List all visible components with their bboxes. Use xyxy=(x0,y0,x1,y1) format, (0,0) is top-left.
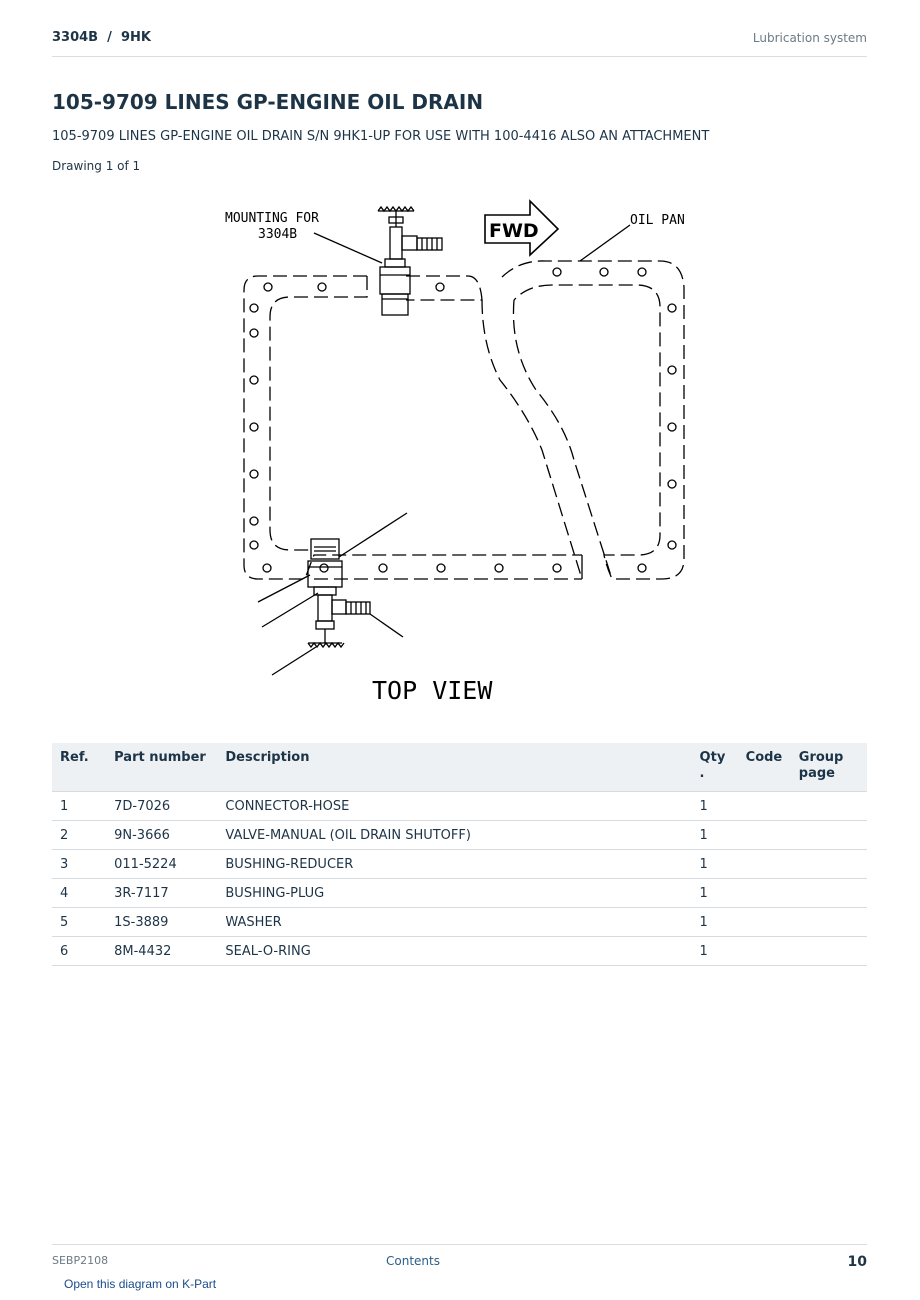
row-group-page xyxy=(791,879,867,908)
left-pan-flange xyxy=(270,276,367,550)
leader-4 xyxy=(370,614,403,637)
fwd-label: FWD xyxy=(489,220,539,242)
page-footer xyxy=(52,1244,867,1275)
model-serial: 3304B / 9HK xyxy=(52,30,151,45)
row-part-number: 9N-3666 xyxy=(106,821,217,850)
row-qty: 1 xyxy=(692,850,738,879)
col-ref: Ref. xyxy=(52,743,106,792)
mounting-label-line1: MOUNTING FOR xyxy=(225,211,319,226)
row-group-page xyxy=(791,937,867,966)
row-code xyxy=(738,821,791,850)
channel-curve-right xyxy=(513,300,612,579)
row-qty: 1 xyxy=(692,908,738,937)
row-description: WASHER xyxy=(217,908,691,937)
row-ref: 3 xyxy=(52,850,106,879)
leader-3 xyxy=(262,593,318,627)
contents-link[interactable]: Contents xyxy=(386,1254,440,1268)
table-row xyxy=(52,908,867,937)
top-valve-assembly xyxy=(378,207,442,315)
col-qty: Qty . xyxy=(692,743,738,792)
page-number: 10 xyxy=(847,1254,867,1270)
row-code xyxy=(738,792,791,821)
row-code xyxy=(738,850,791,879)
col-description: Description xyxy=(217,743,691,792)
col-code: Code xyxy=(738,743,791,792)
row-description: CONNECTOR-HOSE xyxy=(217,792,691,821)
row-description: BUSHING-REDUCER xyxy=(217,850,691,879)
table-row xyxy=(52,821,867,850)
leader-oil-pan xyxy=(580,225,630,261)
parts-table xyxy=(52,743,867,966)
right-pan-outline xyxy=(502,261,684,579)
leader-5 xyxy=(272,647,316,675)
table-row xyxy=(52,850,867,879)
row-qty: 1 xyxy=(692,821,738,850)
row-code xyxy=(738,879,791,908)
row-part-number: 7D-7026 xyxy=(106,792,217,821)
table-header-row xyxy=(52,743,867,792)
mounting-label-line2: 3304B xyxy=(258,227,298,242)
row-description: SEAL-O-RING xyxy=(217,937,691,966)
leader-mounting xyxy=(314,233,382,263)
view-label: TOP VIEW xyxy=(372,676,493,705)
row-ref: 5 xyxy=(52,908,106,937)
left-pan-outline xyxy=(244,276,582,579)
row-group-page xyxy=(791,908,867,937)
row-qty: 1 xyxy=(692,879,738,908)
col-group-page: Group page xyxy=(791,743,867,792)
leader-1 xyxy=(339,513,407,557)
row-part-number: 1S-3889 xyxy=(106,908,217,937)
leader-2 xyxy=(258,575,310,602)
row-part-number: 8M-4432 xyxy=(106,937,217,966)
row-part-number: 011-5224 xyxy=(106,850,217,879)
row-code xyxy=(738,937,791,966)
table-row xyxy=(52,792,867,821)
row-description: BUSHING-PLUG xyxy=(217,879,691,908)
row-ref: 1 xyxy=(52,792,106,821)
row-ref: 2 xyxy=(52,821,106,850)
section-name: Lubrication system xyxy=(752,31,867,45)
document-id: SEBP2108 xyxy=(52,1254,109,1267)
row-group-page xyxy=(791,850,867,879)
row-code xyxy=(738,908,791,937)
parts-diagram xyxy=(210,195,710,715)
row-qty: 1 xyxy=(692,792,738,821)
page-title: 105-9709 LINES GP-ENGINE OIL DRAIN xyxy=(52,90,484,114)
row-ref: 6 xyxy=(52,937,106,966)
oil-pan-label: OIL PAN xyxy=(630,213,685,228)
drawing-label: Drawing 1 of 1 xyxy=(52,159,141,173)
row-description: VALVE-MANUAL (OIL DRAIN SHUTOFF) xyxy=(217,821,691,850)
page-header xyxy=(52,28,867,57)
row-qty: 1 xyxy=(692,937,738,966)
row-group-page xyxy=(791,821,867,850)
bolt-holes xyxy=(250,268,676,572)
kpart-link[interactable]: Open this diagram on K-Part xyxy=(64,1277,217,1291)
row-ref: 4 xyxy=(52,879,106,908)
col-part-number: Part number xyxy=(106,743,217,792)
page-subtitle: 105-9709 LINES GP-ENGINE OIL DRAIN S/N 9HK1-UP FOR USE WITH 100-4416 ALSO AN ATTACHMENT xyxy=(52,129,710,144)
table-row xyxy=(52,879,867,908)
row-part-number: 3R-7117 xyxy=(106,879,217,908)
row-group-page xyxy=(791,792,867,821)
table-row xyxy=(52,937,867,966)
